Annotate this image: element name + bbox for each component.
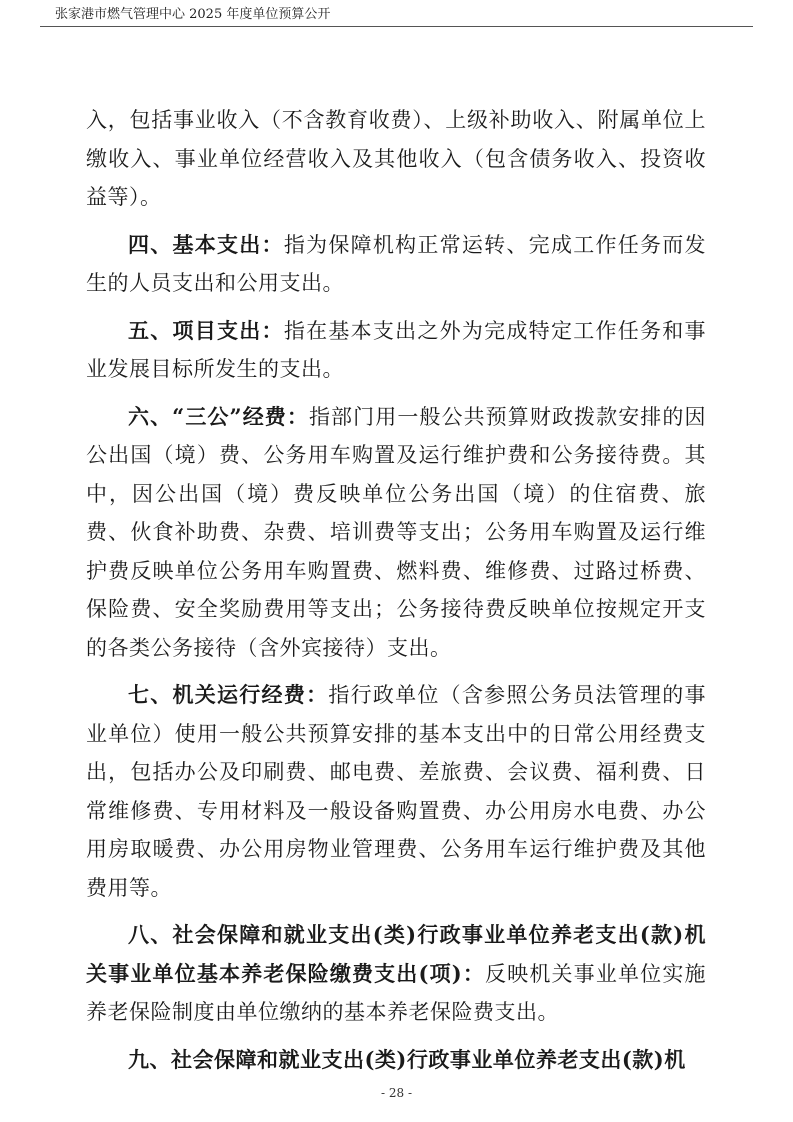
paragraph-text: 指在基本支出之外为完成特定工作任务和事业发展目标所发生的支出。	[86, 318, 707, 381]
paragraph-text: 反映机关事业单位实施养老保险制度由单位缴纳的基本养老保险费支出。	[86, 961, 707, 1024]
page-number: - 28 -	[380, 1086, 412, 1100]
paragraph-term: 四、基本支出：	[128, 231, 284, 257]
paragraph-term: 五、项目支出：	[128, 317, 284, 343]
paragraph-basic-expenditure	[86, 226, 706, 303]
paragraph-term: 八、社会保障和就业支出(类)行政事业单位养老支出(款)机关事业单位基本养老保险缴费支出(项)：	[86, 922, 706, 986]
paragraph-term: 七、机关运行经费：	[128, 682, 329, 707]
header-title: 张家港市燃气管理中心 2025 年度单位预算公开	[55, 7, 331, 22]
paragraph-income-continuation	[86, 101, 706, 217]
page-header	[0, 0, 793, 30]
paragraph-text: 指行政单位（含参照公务员法管理的事业单位）使用一般公共预算安排的基本支出中的日常公用经费支出，包括办公及印刷费、邮电费、差旅费、会议费、福利费、日常维修费、专用材料及一般设备购置费、办公用房水电费、办公用房取暖费、办公用房物业管理费、公务用车运行维护费及其他费用等。	[86, 683, 707, 900]
paragraph-project-expenditure	[86, 312, 706, 389]
paragraph-text: 指部门用一般公共预算财政拨款安排的因公出国（境）费、公务用车购置及运行维护费和公务接待费。其中，因公出国（境）费反映单位公务出国（境）的住宿费、旅费、伙食补助费、杂费、培训费等支出；公务用车购置及运行维护费反映单位公务用车购置费、燃料费、维修费、过路过桥费、保险费、安全奖励费用等支出；公务接待费反映单位按规定开支的各类公务接待（含外宾接待）支出。	[86, 404, 706, 660]
paragraph-operating-funds	[86, 676, 706, 907]
paragraph-term: 六、“三公”经费：	[128, 403, 309, 429]
paragraph-text: 指为保障机构正常运转、完成工作任务而发生的人员支出和公用支出。	[86, 232, 707, 295]
paragraph-term: 九、社会保障和就业支出(类)行政事业单位养老支出(款)机	[128, 1046, 686, 1072]
document-body	[86, 101, 706, 1079]
paragraph-pension-insurance	[86, 916, 706, 1032]
paragraph-section-nine	[86, 1041, 706, 1080]
paragraph-text: 入，包括事业收入（不含教育收费）、上级补助收入、附属单位上缴收入、事业单位经营收入及其他收入（包含债务收入、投资收益等）。	[86, 108, 706, 209]
paragraph-three-public-funds	[86, 398, 706, 668]
header-divider	[40, 26, 753, 27]
